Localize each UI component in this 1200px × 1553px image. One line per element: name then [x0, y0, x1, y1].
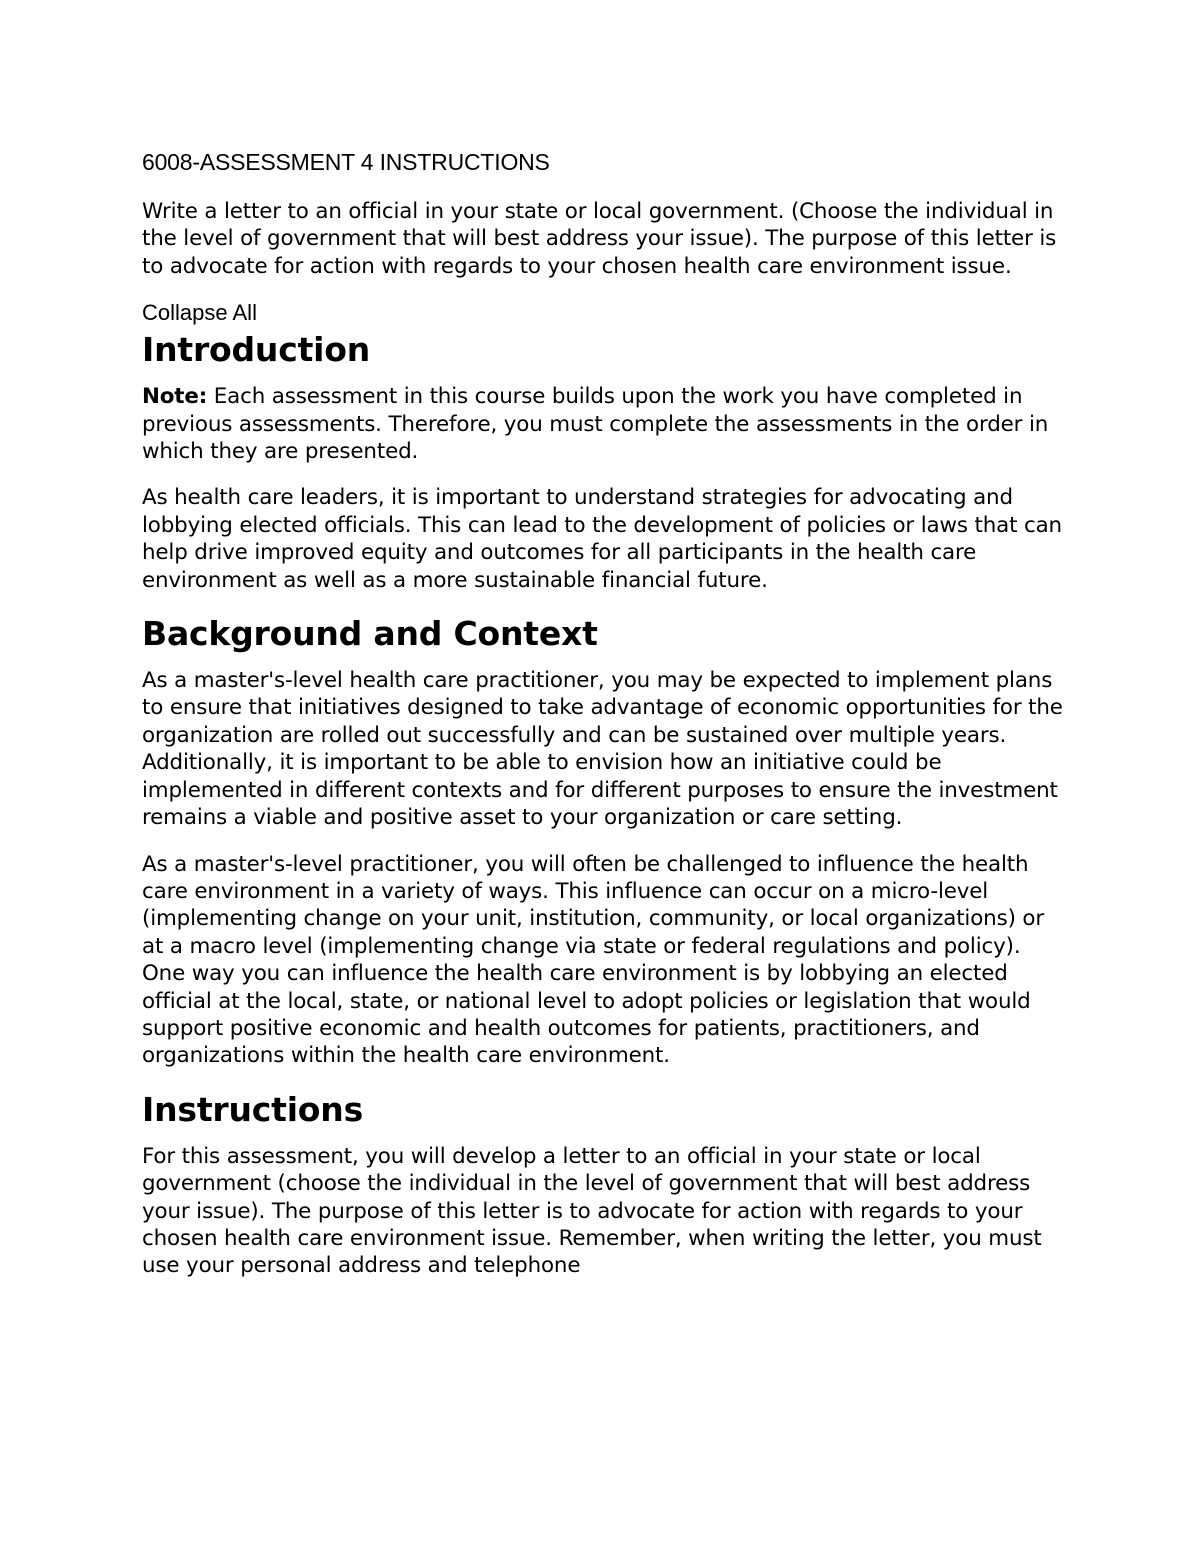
- background-paragraph-2: As a master's-level practitioner, you will often be challenged to influence the health care environment in a variety of ways. This influence can occur on a micro-level (implementing change on your unit, institution, community, or local organizations) or at a macro level (implementing change via state or federal regulations and policy). One way you can influence the health care environment is by lobbying an elected official at the local, state, or national level to adopt policies or legislation that would support positive economic and health outcomes for patients, practitioners, and organizations within the health care environment.: [142, 851, 1044, 1069]
- note-text: Each assessment in this course builds upon the work you have completed in previous assessments. Therefore, you must complete the assessments in the order in which they are presented.: [142, 384, 1049, 465]
- introduction-heading: Introduction: [142, 330, 371, 370]
- collapse-all-link[interactable]: Collapse All: [142, 300, 257, 326]
- document-title: 6008-ASSESSMENT 4 INSTRUCTIONS: [142, 149, 550, 175]
- intro-paragraph: Write a letter to an official in your state or local government. (Choose the individual in the level of government that will best address your issue). The purpose of this letter is to advocate for action with regards to your chosen health care environment issue.: [142, 199, 1057, 279]
- introduction-paragraph-2: As health care leaders, it is important to understand strategies for advocating and lobbying elected officials. This can lead to the development of policies or laws that can help drive improved equity and outcomes for all participants in the health care environment as well as a more sustainable financial future.: [142, 485, 1062, 593]
- note-label: Note:: [142, 384, 208, 410]
- instructions-heading: Instructions: [142, 1089, 364, 1129]
- background-section: [142, 613, 1066, 1070]
- instructions-paragraph-1: For this assessment, you will develop a letter to an official in your state or local government (choose the individual in the level of government that will best address your issue). The purpose of this letter is to advocate for action with regards to your chosen health care environment issue. Remember, when writing the letter, you must use your personal address and telephone: [142, 1143, 1042, 1279]
- collapse-all-row: [142, 299, 1066, 327]
- introduction-note-paragraph: [142, 383, 1066, 465]
- instructions-section: [142, 1089, 1066, 1280]
- background-paragraph-1: As a master's-level health care practitioner, you may be expected to implement plans to ensure that initiatives designed to take advantage of economic opportunities for the organization are rolled out successfully and can be sustained over multiple years. Additionally, it is important to be able to envision how an initiative could be implemented in different contexts and for different purposes to ensure the investment remains a viable and positive asset to your organization or care setting.: [142, 668, 1063, 831]
- background-heading: Background and Context: [142, 614, 598, 654]
- introduction-section: [142, 329, 1066, 594]
